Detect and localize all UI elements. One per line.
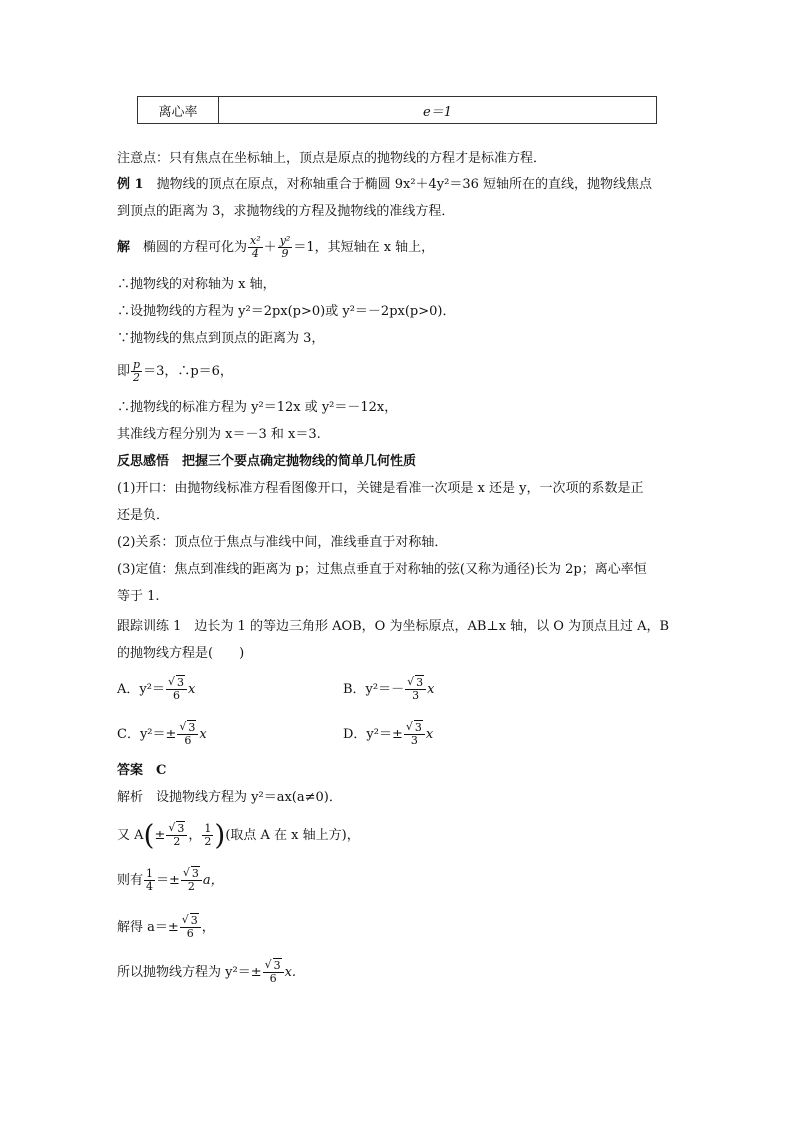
fraction — [144, 868, 155, 893]
fraction — [131, 359, 142, 384]
example-line-2: 到顶点的距离为 3，求抛物线的方程及抛物线的准线方程． — [117, 204, 455, 219]
analysis-text: ＝± — [156, 873, 180, 888]
reflection-p1b: 还是负． — [117, 508, 170, 523]
fraction — [177, 722, 198, 747]
option-d — [343, 719, 433, 751]
option-tail: x — [425, 727, 434, 742]
fraction-denominator: 6 — [186, 927, 194, 940]
sqrt: √ 3 — [406, 722, 423, 734]
solution-text: ＝1，其短轴在 x 轴上， — [293, 240, 435, 255]
fraction-numerator — [405, 677, 426, 690]
solution-line-3: ∴设抛物线的方程为 y²＝2px(p>0)或 y²＝－2px(p>0)． — [117, 304, 456, 319]
fraction-numerator: p — [133, 358, 141, 371]
option-c — [117, 719, 207, 751]
sqrt: √ 3 — [168, 823, 185, 835]
fraction — [181, 868, 202, 893]
option-tail: x — [187, 682, 196, 697]
fraction-denominator: 9 — [281, 247, 289, 260]
exercise-line-1: 跟踪训练 1 边长为 1 的等边三角形 AOB，O 为坐标原点，AB⊥x 轴，以 O 为顶点且过 A，B — [117, 619, 670, 634]
fraction — [202, 823, 213, 848]
analysis-line-2 — [117, 818, 360, 854]
solution-text: 即 — [117, 364, 131, 379]
solution-line-5 — [117, 358, 233, 386]
table-value-cell: e＝1 — [423, 104, 452, 120]
answer-label: 答案 C — [117, 763, 167, 778]
reflection-title: 反思感悟 把握三个要点确定抛物线的简单几何性质 — [117, 454, 417, 469]
fraction-numerator — [263, 960, 284, 973]
fraction — [166, 823, 187, 848]
fraction-denominator: 3 — [412, 689, 420, 702]
analysis-text: ， — [201, 920, 215, 935]
fraction-denominator: 2 — [133, 371, 141, 384]
fraction-denominator: 2 — [204, 835, 212, 848]
sqrt: √ 3 — [182, 915, 199, 927]
fraction-numerator: 1 — [146, 867, 154, 880]
plus-sign: ＋ — [263, 240, 277, 255]
option-label: C．y²＝± — [117, 727, 177, 742]
sqrt: √ 3 — [179, 722, 196, 734]
fraction-numerator: x² — [250, 234, 261, 247]
fraction-denominator: 6 — [172, 689, 180, 702]
solution-line-1 — [117, 234, 434, 262]
fraction-numerator — [404, 722, 425, 735]
fraction-denominator: 6 — [269, 972, 277, 985]
fraction-denominator: 4 — [251, 247, 259, 260]
fraction-denominator: 2 — [187, 880, 195, 893]
eccentricity-table — [137, 96, 657, 124]
fraction-numerator — [177, 722, 198, 735]
sqrt: √ 3 — [183, 868, 200, 880]
solution-head: 解 — [117, 240, 131, 255]
analysis-text: 又 A — [117, 828, 144, 843]
solution-text: ＝3，∴p＝6， — [143, 364, 233, 379]
solution-text: 椭圆的方程可化为 — [143, 240, 248, 255]
analysis-text: 则有 — [117, 873, 144, 888]
example-line-1 — [117, 176, 652, 194]
option-a — [117, 674, 195, 706]
fraction — [180, 915, 201, 940]
analysis-text: 所以抛物线方程为 y²＝± — [117, 965, 262, 980]
analysis-text: (取点 A 在 x 轴上方)， — [225, 828, 360, 843]
option-b — [343, 674, 434, 706]
fraction-denominator: 2 — [173, 835, 181, 848]
fraction-numerator — [166, 677, 187, 690]
exercise-line-2: 的抛物线方程是( ) — [117, 646, 245, 661]
fraction — [278, 235, 293, 260]
analysis-text: x. — [284, 965, 297, 980]
analysis-line-4 — [117, 911, 215, 945]
analysis-text: a， — [202, 873, 224, 888]
solution-line-4: ∵抛物线的焦点到顶点的距离为 3， — [117, 331, 325, 346]
fraction — [166, 677, 187, 702]
fraction-denominator: 4 — [146, 880, 154, 893]
solution-line-2: ∴抛物线的对称轴为 x 轴， — [117, 277, 276, 292]
option-label: B．y²＝－ — [343, 682, 405, 697]
fraction — [404, 722, 425, 747]
left-paren: ( — [143, 818, 155, 852]
fraction — [405, 677, 426, 702]
option-tail: x — [199, 727, 207, 742]
fraction-denominator: 6 — [184, 734, 192, 747]
analysis-line-3 — [117, 864, 224, 898]
sqrt: √ 3 — [407, 677, 424, 689]
comma: ， — [188, 828, 202, 843]
fraction-numerator — [180, 915, 201, 928]
fraction-numerator — [181, 868, 202, 881]
fraction-numerator — [166, 823, 187, 836]
reflection-p2: (2)关系：顶点位于焦点与准线中间，准线垂直于对称轴． — [117, 535, 448, 550]
fraction-numerator: 1 — [204, 822, 212, 835]
analysis-line-5 — [117, 956, 296, 990]
note-line: 注意点：只有焦点在坐标轴上，顶点是原点的抛物线的方程才是标准方程． — [117, 151, 547, 166]
table-label-cell: 离心率 — [138, 97, 219, 123]
analysis-line-1: 解析 设抛物线方程为 y²＝ax(a≠0)． — [117, 790, 342, 805]
reflection-p1a: (1)开口：由抛物线标准方程看图像开口，关键是看准一次项是 x 还是 y，一次项的系数是正 — [117, 481, 644, 496]
sqrt: √ 3 — [168, 677, 185, 689]
plus-minus: ± — [154, 828, 166, 843]
fraction — [263, 960, 284, 985]
fraction-numerator: y² — [279, 234, 291, 247]
solution-line-6: ∴抛物线的标准方程为 y²＝12x 或 y²＝－12x， — [117, 400, 398, 415]
reflection-p3a: (3)定值：焦点到准线的距离为 p；过焦点垂直于对称轴的弦(又称为通径)长为 2p；离心率恒 — [117, 562, 647, 577]
solution-line-7: 其准线方程分别为 x＝－3 和 x＝3. — [117, 427, 321, 442]
option-label: D．y²＝± — [343, 727, 403, 742]
example-title: 例 1 — [117, 177, 144, 192]
fraction-denominator: 3 — [410, 734, 418, 747]
fraction — [248, 235, 263, 260]
option-tail: x — [427, 682, 435, 697]
analysis-text: 解得 a＝± — [117, 920, 179, 935]
option-label: A．y²＝ — [117, 682, 165, 697]
example-text-1: 抛物线的顶点在原点，对称轴重合于椭圆 9x²＋4y²＝36 短轴所在的直线，抛物线焦点 — [156, 177, 653, 192]
reflection-p3b: 等于 1. — [117, 589, 160, 604]
right-paren: ) — [214, 818, 226, 852]
sqrt: √ 3 — [265, 960, 282, 972]
